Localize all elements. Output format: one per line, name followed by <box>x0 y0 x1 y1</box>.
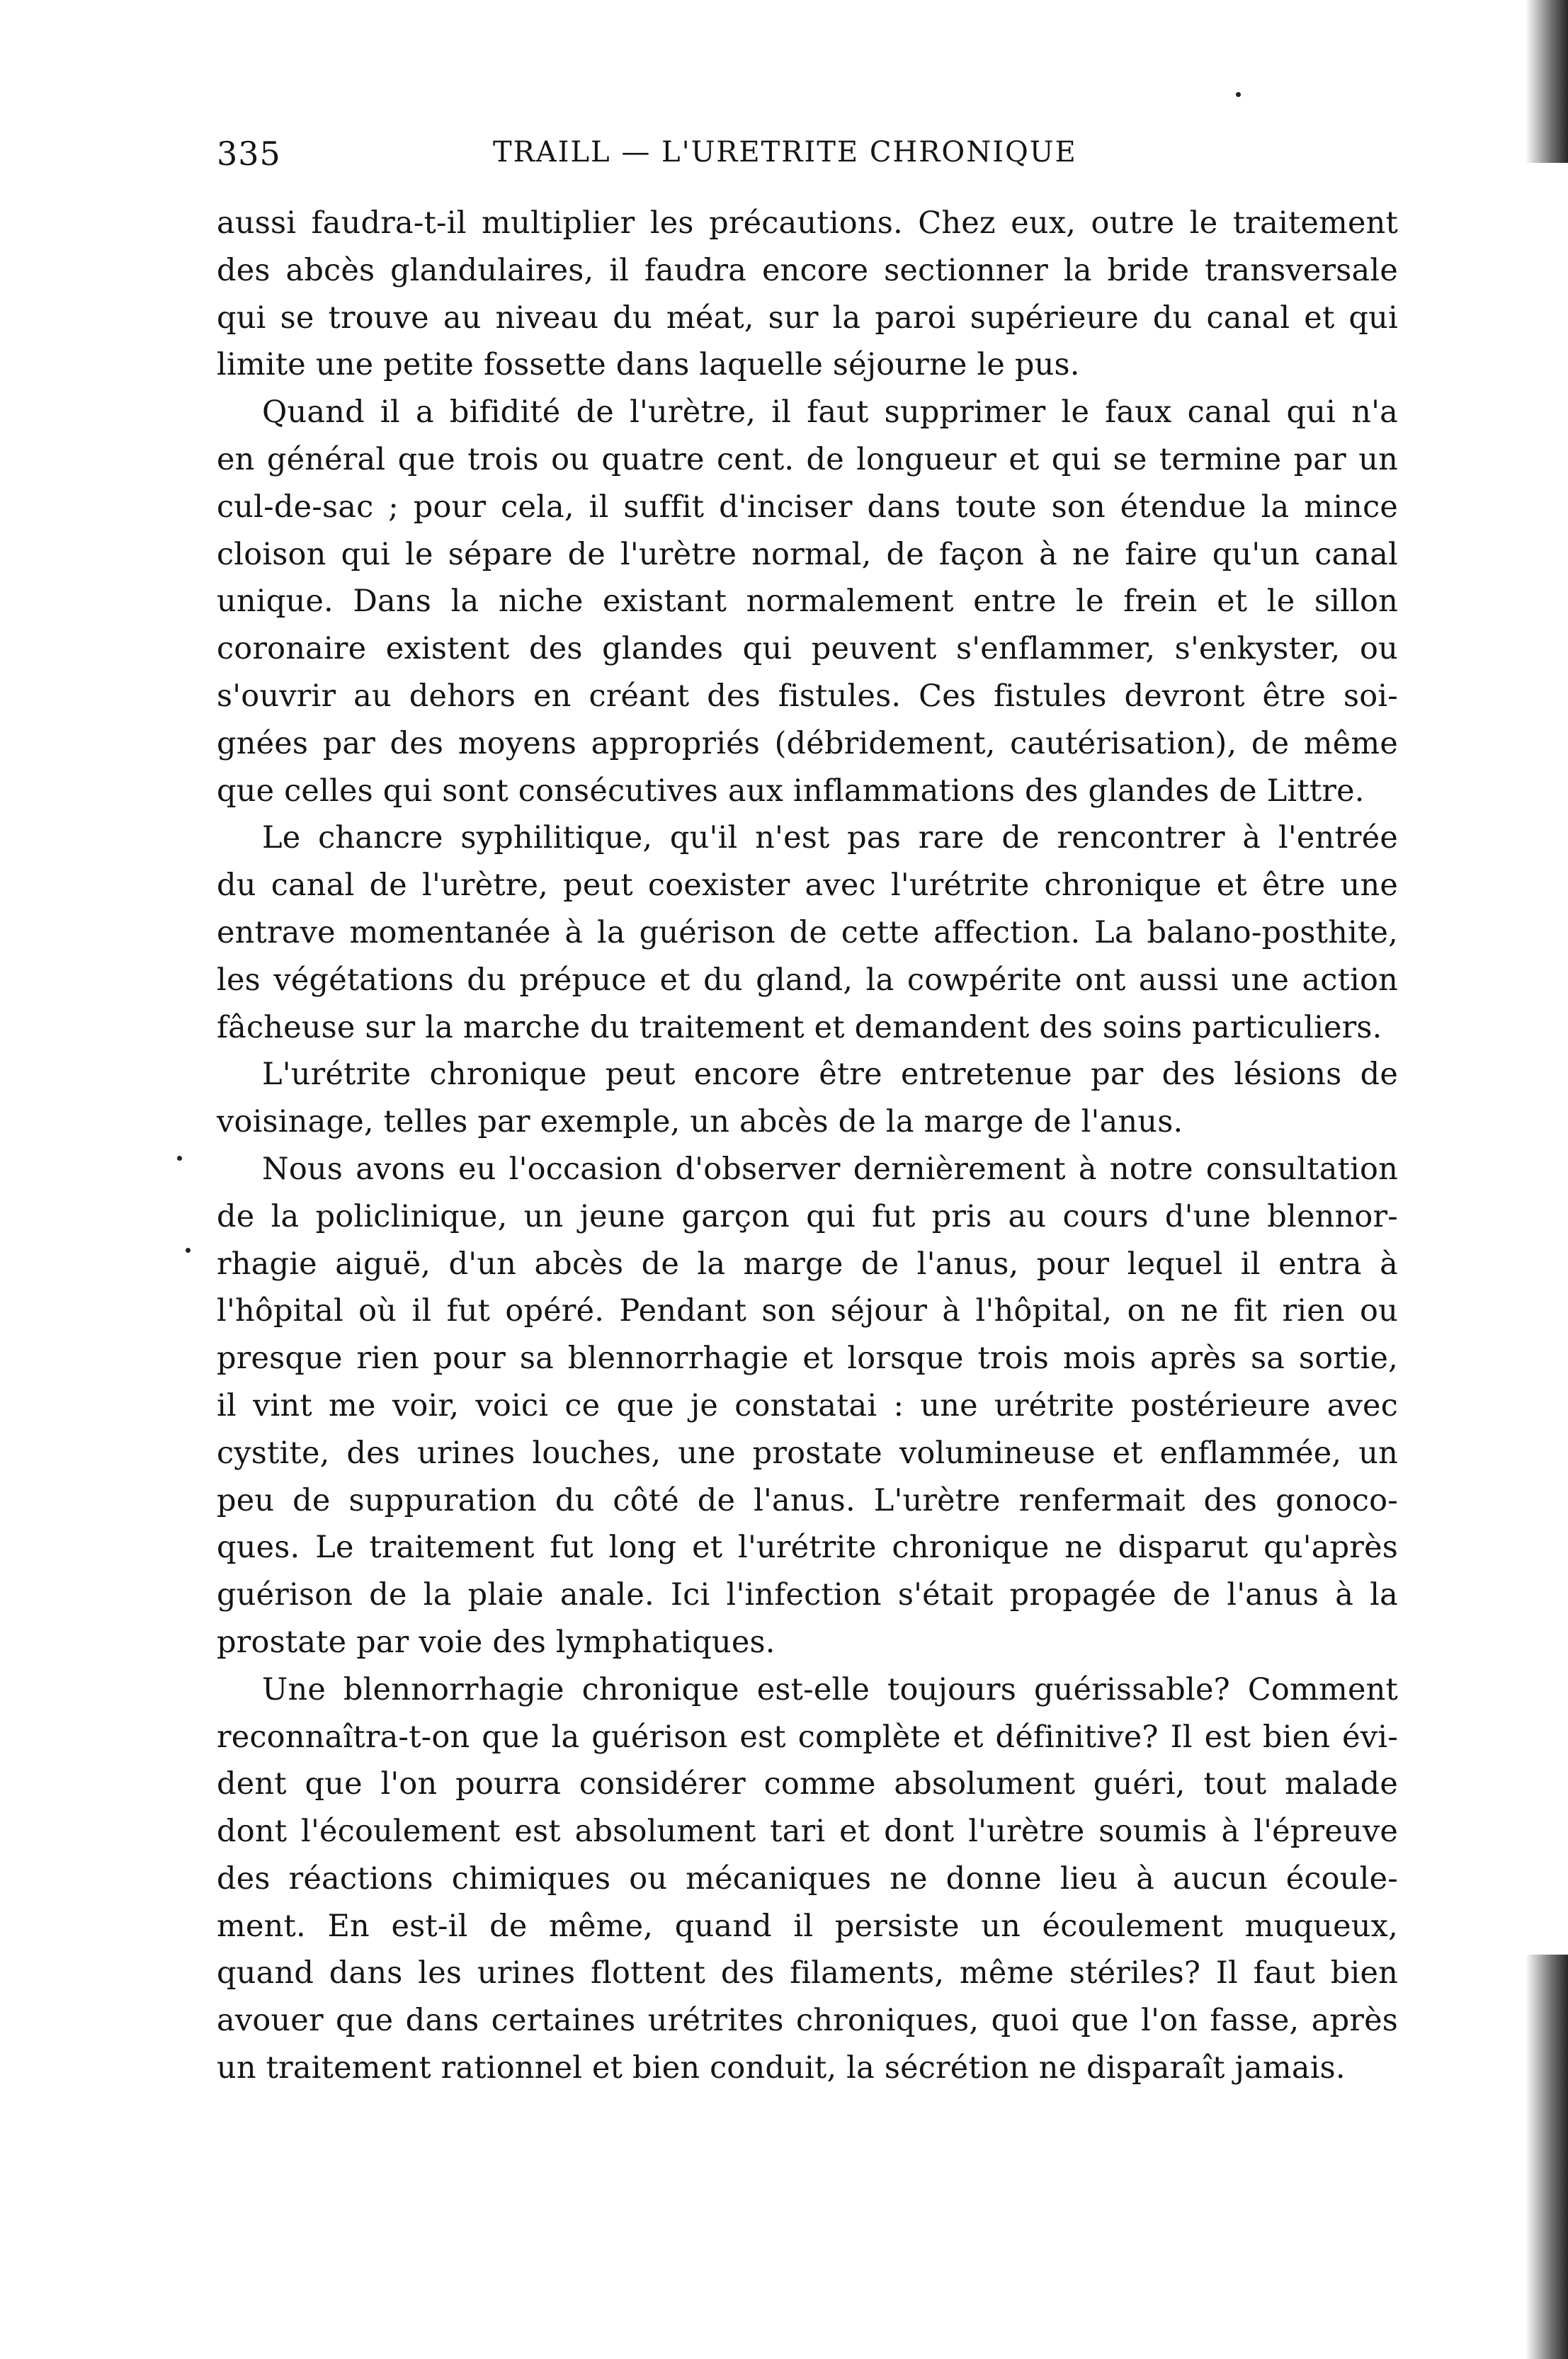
page-edge-shadow-bottom <box>1526 1955 1568 2359</box>
text-line: Nous avons eu l'occasion d'observer dernièrement à notre consultation <box>262 1151 1398 1187</box>
text-line: Quand il a bifidité de l'urètre, il faut supprimer le faux canal qui n'a <box>262 394 1398 431</box>
text-line: ques. Le traitement fut long et l'urétrite chronique ne disparut qu'après <box>217 1530 1398 1566</box>
text-line: que celles qui sont consécutives aux inflammations des glandes de Littre. <box>217 773 1365 809</box>
text-line: quand dans les urines flottent des filaments, même stériles? Il faut bien <box>217 1955 1398 1991</box>
text-line: s'ouvrir au dehors en créant des fistules. Ces fistules devront être soi- <box>217 678 1398 714</box>
text-line: dent que l'on pourra considérer comme absolument guéri, tout malade <box>217 1766 1398 1802</box>
text-line: il vint me voir, voici ce que je constatai : une urétrite postérieure avec <box>217 1387 1398 1423</box>
text-line: ment. En est-il de même, quand il persiste un écoulement muqueux, <box>217 1908 1398 1944</box>
text-line: guérison de la plaie anale. Ici l'infection s'était propagée de l'anus à la <box>217 1577 1398 1613</box>
page-header <box>217 135 1102 177</box>
text-line: Une blennorrhagie chronique est-elle toujours guérissable? Comment <box>262 1671 1398 1707</box>
text-line: un traitement rationnel et bien conduit, la sécrétion ne disparaît jamais. <box>217 2050 1346 2086</box>
text-line: cystite, des urines louches, une prostate volumineuse et enflammée, un <box>217 1435 1398 1471</box>
text-line: l'hôpital où il fut opéré. Pendant son séjour à l'hôpital, on ne fit rien ou <box>217 1293 1398 1329</box>
text-line: gnées par des moyens appropriés (débridement, cautérisation), de même <box>217 725 1398 761</box>
text-line: aussi faudra-t-il multiplier les précautions. Chez eux, outre le traitement <box>217 205 1398 241</box>
text-line: des réactions chimiques ou mécaniques ne donne lieu à aucun écoule- <box>217 1860 1398 1897</box>
text-line: cloison qui le sépare de l'urètre normal, de façon à ne faire qu'un canal <box>217 536 1398 572</box>
text-line: avouer que dans certaines urétrites chroniques, quoi que l'on fasse, après <box>217 2003 1398 2039</box>
text-line: peu de suppuration du côté de l'anus. L'urètre renfermait des gonoco- <box>217 1482 1398 1518</box>
text-line: unique. Dans la niche existant normalement entre le frein et le sillon <box>217 584 1398 620</box>
text-line: en général que trois ou quatre cent. de longueur et qui se termine par un <box>217 441 1398 477</box>
print-speck <box>186 1248 191 1253</box>
print-speck <box>1236 92 1241 97</box>
text-line: cul-de-sac ; pour cela, il suffit d'inciser dans toute son étendue la mince <box>217 489 1398 525</box>
text-line: du canal de l'urètre, peut coexister avec l'urétrite chronique et être une <box>217 868 1398 904</box>
page-number: 335 <box>217 135 281 173</box>
running-title: TRAILL — L'URETRITE CHRONIQUE <box>493 136 1077 169</box>
text-line: dont l'écoulement est absolument tari et dont l'urètre soumis à l'épreuve <box>217 1814 1398 1850</box>
text-line: prostate par voie des lymphatiques. <box>217 1624 776 1660</box>
text-line: fâcheuse sur la marche du traitement et demandent des soins particuliers. <box>217 1009 1382 1045</box>
text-line: reconnaîtra-t-on que la guérison est complète et définitive? Il est bien évi- <box>217 1719 1398 1755</box>
text-line: qui se trouve au niveau du méat, sur la paroi supérieure du canal et qui <box>217 300 1398 336</box>
text-line: les végétations du prépuce et du gland, la cowpérite ont aussi une action <box>217 962 1398 998</box>
text-line: rhagie aiguë, d'un abcès de la marge de l'anus, pour lequel il entra à <box>217 1246 1398 1282</box>
text-line: coronaire existent des glandes qui peuvent s'enflammer, s'enkyster, ou <box>217 631 1398 667</box>
text-line: presque rien pour sa blennorrhagie et lorsque trois mois après sa sortie, <box>217 1341 1398 1377</box>
text-line: L'urétrite chronique peut encore être entretenue par des lésions de <box>262 1057 1398 1093</box>
text-line: Le chancre syphilitique, qu'il n'est pas rare de rencontrer à l'entrée <box>262 820 1398 856</box>
print-speck <box>177 1156 182 1161</box>
page-edge-shadow-top <box>1526 0 1568 163</box>
text-line: voisinage, telles par exemple, un abcès de la marge de l'anus. <box>217 1104 1183 1140</box>
text-line: des abcès glandulaires, il faudra encore sectionner la bride transversale <box>217 252 1398 288</box>
body-text <box>217 200 1398 2092</box>
text-line: de la policlinique, un jeune garçon qui fut pris au cours d'une blennor- <box>217 1198 1398 1234</box>
text-line: entrave momentanée à la guérison de cette affection. La balano-posthite, <box>217 914 1398 950</box>
text-line: limite une petite fossette dans laquelle séjourne le pus. <box>217 347 1080 383</box>
